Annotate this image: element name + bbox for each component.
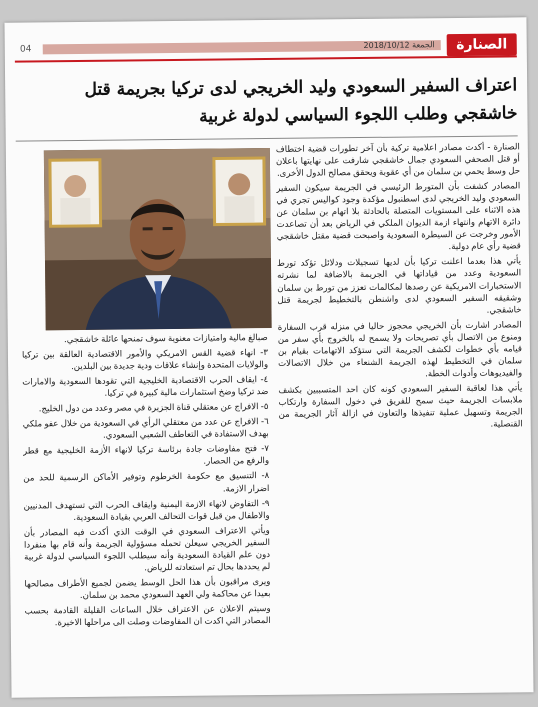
paragraph: ٤- ايقاف الحرب الاقتصادية الخليجية التي تقودها السعودية والامارات ضد تركيا وضخ استثمارات مالية كبيرة في تركيا. bbox=[22, 375, 269, 399]
article-column-left bbox=[22, 332, 272, 695]
masthead bbox=[15, 33, 517, 62]
portrait-image bbox=[44, 148, 272, 330]
paragraph: الصنارة - أكدت مصادر اعلامية تركية بأن آخر تطورات قضية اختطاف أو قتل الصحفي السعودي جمال خاشقجي شارفت على نهايتها باعلان حل وسط يحمي بن سلمان من أي عقوبة ويحقق مصالح الدول الأخرى. bbox=[275, 142, 521, 180]
paragraph: ٨- التنسيق مع حكومة الخرطوم وتوفير الأماكن الرسمية للحد من اضرار الازمة. bbox=[23, 471, 270, 495]
paragraph: ٥- الافراج عن معتقلي قناة الجزيرة في مصر وعدد من دول الخليج. bbox=[38, 402, 269, 415]
newspaper-page bbox=[4, 17, 533, 697]
article-column-right bbox=[276, 141, 526, 692]
paragraph: ٧- فتح مفاوضات جادة برئاسة تركيا لانهاء الأزمة الخليجية مع قطر والرفع من الحصار. bbox=[22, 444, 270, 468]
date-bar bbox=[43, 40, 441, 54]
paragraph: يأتي هذا لعاقبة السفير السعودي كونه كان احد المتسببين بكشف ملابسات الجريمة حيث سمح للفريق في دخول السفارة وارتكاب الجريمة وتسهيل عملية تنفيذها والتعاون في ازالة آثار الجريمة من القنصلية. bbox=[278, 383, 523, 430]
paragraph: ٣- انهاء قضية القس الامريكي والأمور الاقتصادية العالقة بين تركيا والولايات المتحدة وإنشاء علاقات ودية جديدة بين البلدين. bbox=[21, 348, 269, 373]
paragraph: المصادر اشارت بأن الخريجي محجوز حاليا في منزله قرب السفارة ومنوع من الاتصال بأي تصريحات ولا يسمح له بالخروج بأي سفر من قيامه بأي خطوات لكشف الجريمة التي ستؤكد الاتهامات بقيام بن سلمان في التخطيط لهذه الجريمة الشنعاء من خلال الاتصالات والفيديوهات وأدوات الخطة. bbox=[277, 320, 523, 380]
headline-divider bbox=[16, 135, 518, 141]
issue-date: الجمعة 2018/10/12 bbox=[363, 40, 435, 50]
paragraph: المصادر كشفت بأن المتورط الرئيسي في الجريمة سيكون السفير السعودي وليد الخريجي لدى اسطنبول مؤكدة وجود كواليس تجري في هذه الاثناء على المستويات المتصلة بالحادثة بلا اتهام بن سلمان عن دائرة الاتهام وانتهاء ازمة الديوان الملكي في الرياض بعد أن تصاعدت الأمور وخرجت عن السيطرة السعودية واصبحت قضية مقتل خاشقجي قضية رأي عام دولية. bbox=[276, 181, 521, 253]
paragraph: صبالغ مالية وامتيازات معنوية سوف تمنحها عائلة خاشقجي. bbox=[63, 333, 268, 346]
newspaper-logo: الصنارة bbox=[447, 33, 517, 56]
ambassador-photo bbox=[44, 148, 272, 330]
paragraph: يأتي هذا بعدما اعلنت تركيا بأن لديها تسجيلات ودلائل تؤكد تورط السعودية وعدد من قياداتها في الجريمة بالاضافة لما نشرته الاستخبارات الامريكية عن رصدها لمكالمات تعزز من تورط بن سلمان وشقيقه السفير السعودي لدى واشنطن بالتخطيط لجريمة قتل خاشقجي. bbox=[276, 256, 522, 316]
article-headline: اعتراف السفير السعودي وليد الخريجي لدى تركيا بجريمة قتل خاشقجي وطلب اللجوء السياسي لدولة غربية bbox=[84, 75, 518, 127]
page-number: 04 bbox=[19, 44, 32, 55]
paragraph: ويأتي الاعتراف السعودي في الوقت الذي أكدت فيه المصادر بأن السفير الخريجي سيعلن تحمله مسؤولية الجريمة وأنه قام بها منفردا دون علم القيادة السعودية وأنه سيطلب اللجوء السياسي لدولة غربية لم يحددها بحال تم استعادته للرياض. bbox=[23, 525, 271, 574]
paragraph: ويرى مراقبون بأن هذا الحل الوسط يضمن لجميع الأطراف مصالحها بعيدا عن محاكمة ولي العهد السعودي محمد بن سلمان. bbox=[24, 576, 271, 601]
paragraph: وسيتم الاعلان عن الاعتراف خلال الساعات القليلة القادمة بحسب المصادر التي اكدت ان المفاوضات وصلت الى مراحلها الاخيرة. bbox=[24, 603, 271, 629]
paragraph: ٦- الافراج عن عدد من معتقلي الرأي في السعودية من خلال عفو ملكي بهدف الاستفادة في التعاطف الشعبي السعودي. bbox=[22, 417, 269, 442]
paragraph: ٩- التفاوض لانهاء الازمة اليمنية وايقاف الحرب التي تستهدف المدنيين والاطفال من قبل قوات التحالف العربي بقيادة السعودية. bbox=[23, 498, 270, 523]
